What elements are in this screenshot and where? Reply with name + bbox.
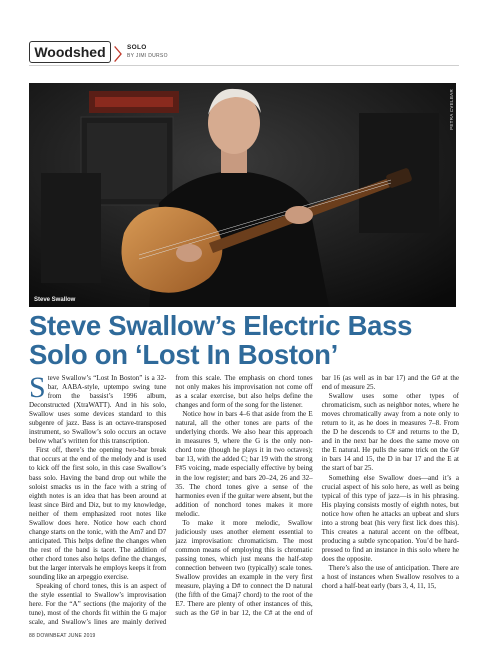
bassist-photo <box>29 83 456 307</box>
paragraph: Steve Swallow’s “Lost In Boston” is a 32-bar, AABA-style, uptempo swing tune from the bassist’s 1996 album, Deconstructed (XtraWATT). And in his solo, Swallow uses some devices standard to this subgenre of jazz. Bass is an octave-transposed instrument, so Swallow’s solo occurs an octave below what’s written for this transcription. <box>29 371 167 446</box>
paragraph: To make it more melodic, Swallow judiciously uses another element essential to jazz improvisation: chromaticism. The most common means of employing this is chromatic passing tones, which just means the half-step connection between two (typically) scale tones. Swallow provides an example in the very first measure, playing a D# to connect the D natural (the fifth of the Gmaj7 chord) to the root of the E7. There are plenty of other instances of this, such as the G# in bar 12, the C# at the end of bar 16 (as well as in bar 17) and the G# at the end of measure 25. <box>175 374 459 618</box>
paragraph: Speaking of chord tones, this is an aspect of the style essential to Swallow’s improvisation here. For the “A” sections (the majority of the tune), most of the chords fit within the G major scale, and Swallow’s lines are mainly derived from this scale. The emphasis on chord tones not only makes his improvisation not come off as a scalar exercise, but also helps define the changes and form of the song for the listener. <box>29 374 313 627</box>
paragraph: Swallow uses some other types of chromaticism, such as neighbor notes, where he moves chromatically away from a note only to return to it, as he does in measures 7–8. From the D he descends to C# and returns to the D, and in the next bar he does the same move on the E natural. He pulls the same trick on the G# in bars 14 and 15, the D in bar 17 and the E at the start of bar 25. <box>321 392 459 473</box>
byline: BY JIMI DURSO <box>127 53 168 59</box>
section-header <box>29 41 459 67</box>
paragraph: Something else Swallow does—and it’s a crucial aspect of his solo here, as well as being typical of this type of jazz—is in his phrasing. His playing consists mostly of eighth notes, but notice how often he attacks an upbeat and slurs into a strong beat (his very first lick does this). This creates a natural accent on the offbeat, producing a subtle syncopation. You’d be hard-pressed to find an instance in this solo where he does the opposite. <box>321 473 459 563</box>
section-title: Woodshed <box>29 41 111 63</box>
page-footer: 88 DOWNBEAT JUNE 2019 <box>29 633 96 639</box>
paragraph: First off, there’s the opening two-bar break that occurs at the end of the melody and is used to kick off the first solo, in this case Swallow’s bass solo. Having the band drop out while the soloist smacks us in the face with a string of eighth notes is an idea that has been around at least since Bird and Diz, but to my knowledge, neither of them emphasized root notes like Swallow does here. Notice how each chord change starts on the tonic, with the Am7 and D7 anticipated. This helps define the changes when the rest of the band is tacet. The addition of other chord tones also helps define the changes, but the larger intervals he employs keeps it from sounding like an arpeggio exercise. <box>29 446 167 582</box>
chevron-right-icon: 〉 <box>114 47 131 64</box>
section-subtitle: SOLO <box>127 44 147 51</box>
article-headline: Steve Swallow’s Electric Bass Solo on ‘Lost In Boston’ <box>29 310 413 370</box>
article-photo <box>29 83 456 307</box>
paragraph: There’s also the use of anticipation. There are a host of instances when Swallow resolves to a chord a half-beat early (bars 3, 4, 11, 15, <box>321 563 459 591</box>
photo-credit: PETRA CVELBAR <box>449 89 454 130</box>
section-subtitle-block <box>127 44 168 60</box>
photo-caption: Steve Swallow <box>34 297 76 303</box>
header-divider <box>29 65 459 66</box>
article-body <box>29 371 459 632</box>
paragraph: Notice how in bars 4–6 that aside from the E natural, all the other tones are parts of the underlying chords. We also hear this approach in measures 9, where the G is the only non-chord tone (though he plays it in two octaves); bar 13, with the added C; bar 19 with the strong F#5 voicing, made especially effective by being in the low register; and bars 20–24, 26 and 32–35. The chord tones give a sense of the harmonies even if the guitar were absent, but the addition of nonchord tones makes it more melodic. <box>175 410 313 518</box>
drop-cap: S <box>29 371 46 404</box>
